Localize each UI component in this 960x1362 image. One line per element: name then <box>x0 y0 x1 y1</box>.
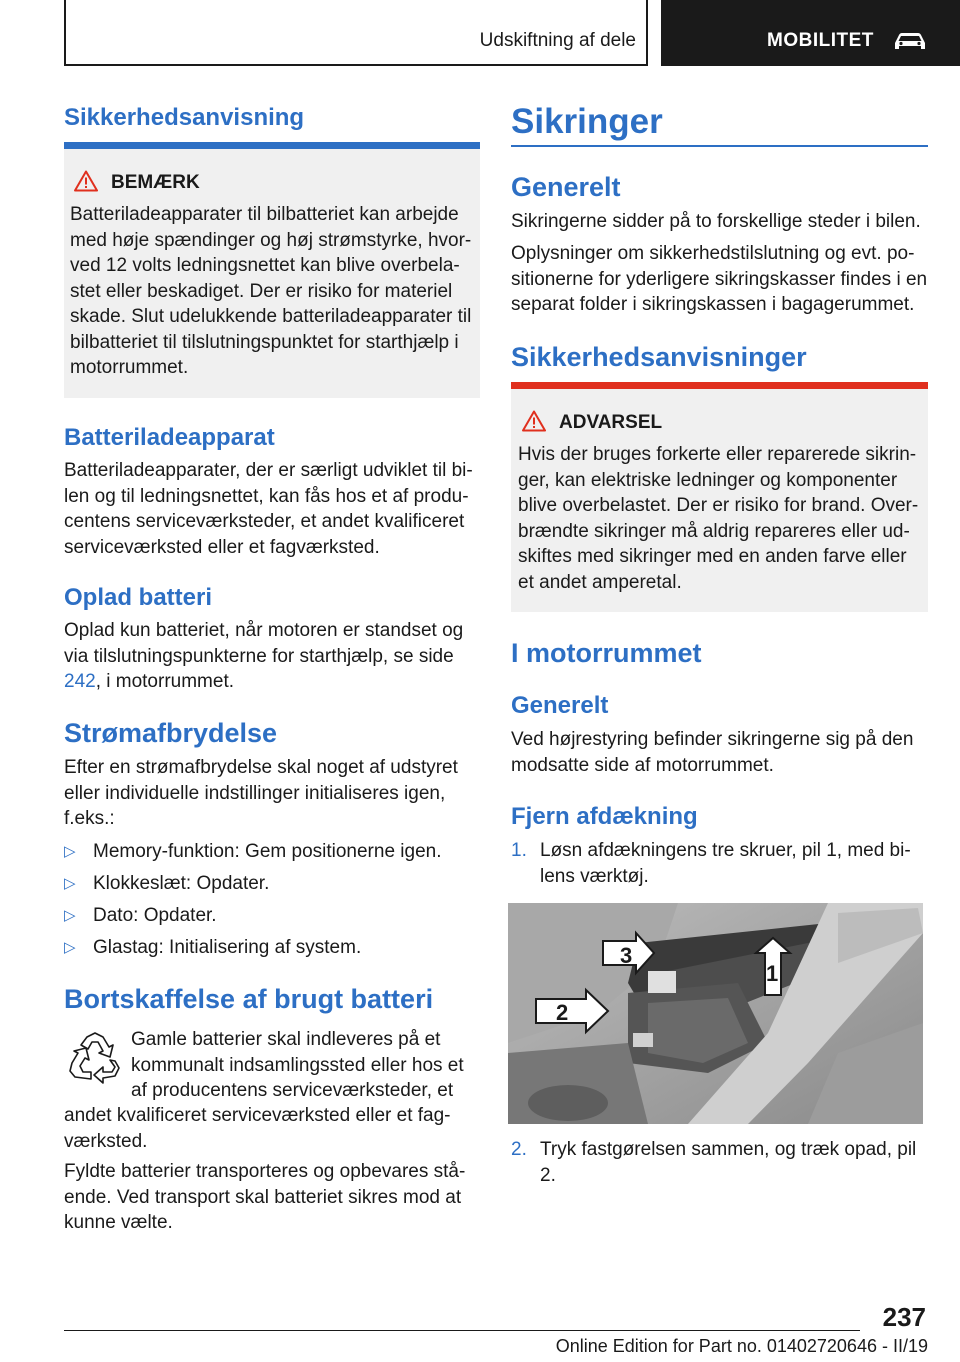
note-box <box>64 149 480 398</box>
car-icon <box>893 30 927 52</box>
bullet-triangle-icon: ▷ <box>64 907 76 924</box>
disposal-heading: Bortskaffelse af brugt batteri <box>64 984 434 1014</box>
bullet-triangle-icon: ▷ <box>64 843 76 860</box>
disposal-text-cont: andet kvalificeret serviceværksted eller et fag-værksted. <box>64 1105 451 1152</box>
recycling-icon <box>67 1031 123 1085</box>
warning-rule <box>511 382 928 389</box>
footer-rule <box>64 1330 860 1331</box>
safety-heading: Sikkerhedsanvisning <box>64 104 305 131</box>
charger-text: Batteriladeapparater, der er særligt udviklet til bi-len og til ledningsnettet, kan fås hos et af produ-centens serviceværksteder, et andet kvalificeret serviceværksted eller et fagværksted. <box>64 460 473 558</box>
photo-label-3: 3 <box>620 943 633 968</box>
header-frame-bottom <box>64 64 648 66</box>
warning-triangle-icon <box>522 410 546 432</box>
engine-bay-photo <box>508 903 923 1124</box>
bullet-triangle-icon: ▷ <box>64 939 76 956</box>
safety-instructions-heading: Sikkerhedsanvisninger <box>511 342 807 372</box>
general-text-2: Oplysninger om sikkerhedstilslutning og evt. po-sitionerne for yderligere sikringskasser findes i en separat folder i sikringskassen i bagagerummet. <box>511 243 928 315</box>
charge-battery-text: Oplad kun batteriet, når motoren er standset og via tilslutningspunkterne for starthjælp, se side 242, i motorrummet. <box>64 620 464 692</box>
note-text: Batteriladeapparater til bilbatteriet kan arbejde med høje spændinger og høj strømstyrke, hvor-ved 12 volts ledningsnettet kan blive overbela-stet eller beskadiget. Der er risiko for materiel skade. Slut udelukkende batteriladeapparater til bilbatteriet til tilslutningspunktet for starthjælp i motorrummet. <box>70 204 472 378</box>
warning-box <box>511 389 928 612</box>
header-frame-left <box>64 0 66 66</box>
charger-heading: Batteriladeapparat <box>64 424 275 451</box>
header-tab[interactable] <box>661 0 960 66</box>
warning-triangle-icon <box>74 170 98 192</box>
remove-cover-heading: Fjern afdækning <box>511 803 698 830</box>
general-heading: Generelt <box>511 172 621 202</box>
page-title: Sikringer <box>511 102 663 141</box>
footer-edition: Online Edition for Part no. 01402720646 - II/19 <box>555 1336 928 1356</box>
warning-label: ADVARSEL <box>559 412 663 433</box>
header-tab-label: MOBILITET <box>767 30 874 51</box>
power-failure-text: Efter en strømafbrydelse skal noget af udstyret eller individuelle indstillinger initialiseres igen, f.eks.: <box>64 757 458 829</box>
title-rule <box>511 145 928 147</box>
engine-general-heading: Generelt <box>511 692 609 719</box>
header-frame-right <box>646 0 648 66</box>
charge-battery-heading: Oplad batteri <box>64 584 213 611</box>
engine-compartment-heading: I motorrummet <box>511 638 702 668</box>
disposal-text-wrap: Gamle batterier skal indleveres på et kommunalt indsamlingssted eller hos et af producentens serviceværksteder, et <box>131 1029 464 1101</box>
warning-text: Hvis der bruges forkerte eller reparerede sikrin-ger, kan elektriske ledninger og komponenter blive overbelastet. Der er risiko for brand. Over-brændte sikringer må aldrig repareres eller ud-skiftes med sikringer med en anden farve eller et andet amperetal. <box>518 444 919 593</box>
page-number: 237 <box>882 1302 926 1332</box>
disposal-transport-text: Fyldte batterier transporteres og opbevares stå-ende. Ved transport skal batteriet sikres mod at kunne vælte. <box>64 1161 466 1233</box>
note-label: BEMÆRK <box>111 172 200 193</box>
header-section-title: Udskiftning af dele <box>479 30 636 51</box>
general-text-1: Sikringerne sidder på to forskellige steder i bilen. <box>511 211 921 232</box>
power-failure-heading: Strømafbrydelse <box>64 718 278 748</box>
bullet-triangle-icon: ▷ <box>64 875 76 892</box>
photo-label-1: 1 <box>766 961 779 986</box>
engine-general-text: Ved højrestyring befinder sikringerne sig på den modsatte side af motorrummet. <box>511 729 914 776</box>
page-link-242[interactable]: 242 <box>64 671 96 692</box>
heading-rule <box>64 142 480 149</box>
photo-label-2: 2 <box>556 1000 569 1025</box>
